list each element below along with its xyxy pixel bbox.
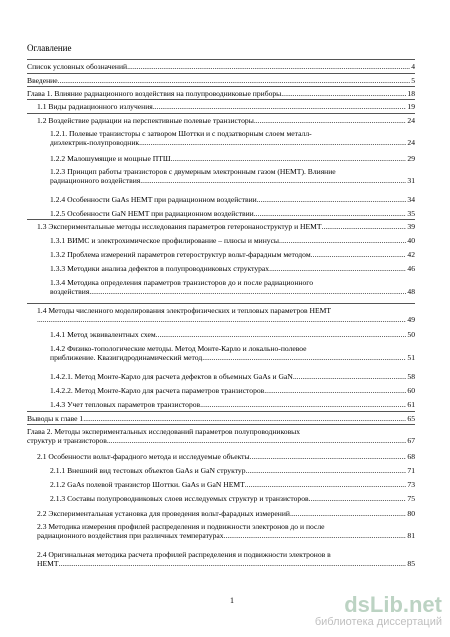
toc-entry-page: 42 [407,250,415,259]
toc-entry-text: 1.1 Виды радиационного излучения [37,102,153,111]
toc-entry[interactable] [50,209,415,218]
toc-entry-text: Введение [27,76,58,85]
toc-entry-page: 61 [407,400,415,409]
toc-entry-text: 1.4.2.1. Метод Монте-Карло для расчета дефектов в объемных GaAs и GaN [50,372,293,381]
toc-entry[interactable] [50,480,415,489]
leader-dots [59,559,407,568]
toc-entry-text: 2.2 Экспериментальная установка для проведения вольт-фарадных измерений [37,509,290,518]
leader-dots [290,509,406,518]
leader-dots [309,494,407,503]
toc-entry[interactable] [50,167,415,186]
toc-entry-text: приближение. Квазигидродинамический метод [50,353,203,363]
leader-dots [254,116,407,125]
toc-entry-text: радиационного воздействия [50,176,141,186]
leader-dots [322,222,407,231]
toc-entry-text: 2.1 Особенности вольт-фарадного метода и исследуемые объекты [37,452,250,461]
toc-entry[interactable] [50,278,415,297]
toc-entry-page: 81 [407,531,415,541]
watermark-logo: dsLib.net [344,592,442,617]
row-divider [27,59,415,60]
toc-entry-text: 1.4.3 Учет тепловых параметров транзисторов [50,400,201,409]
toc-entry-page: 18 [407,89,415,98]
toc-entry-page: 85 [407,559,415,569]
leader-dots [139,138,406,147]
toc-entry[interactable] [50,129,415,148]
toc-entry-text: 1.3.3 Методики анализа дефектов в полупроводниковых структурах [50,264,270,273]
toc-entry-page: 58 [407,372,415,381]
toc-entry[interactable] [37,522,415,541]
toc-entry-text: 1.3.2 Проблема измерений параметров гетероструктур вольт-фарадным методом [50,250,311,259]
toc-entry[interactable] [50,264,415,273]
watermark [315,594,442,629]
toc-entry-text: Список условных обозначений [27,62,128,71]
toc-entry-text: 2.1.2 GaAs полевой транзистор Шоттки. GaAs и GaN HEMT [50,480,245,489]
toc-entry[interactable] [50,330,415,339]
toc-entry[interactable] [50,466,415,475]
toc-entry[interactable] [37,102,415,111]
toc-entry-page: 73 [407,480,415,489]
toc-entry-text: Глава 2. Методы экспериментальных исследований параметров полупроводниковых [27,427,301,436]
leader-dots [127,62,410,71]
row-divider [27,219,415,220]
toc-entry-text: радиационного воздействия при различных температурах [37,531,224,541]
leader-dots [257,195,407,204]
toc-entry-text: 1.2.2 Малошумящие и мощные ПТШ [50,154,171,163]
leader-dots [153,102,407,111]
toc-entry-text: Выводы к главе 1 [27,414,84,423]
toc-entry-page: 5 [411,76,415,85]
toc-entry-page: 24 [407,116,415,125]
toc-entry-page: 46 [407,264,415,273]
toc-entry-page: 39 [407,222,415,231]
toc-entry[interactable] [37,509,415,518]
row-divider [27,73,415,74]
row-divider [27,411,415,412]
leader-dots [200,400,406,409]
toc-entry[interactable] [37,222,415,231]
toc-entry[interactable] [50,400,415,409]
toc-entry-text: Глава 1. Влияние радиационного воздействия на полупроводниковые приборы [27,89,282,98]
toc-entry[interactable] [50,154,415,163]
toc-entry[interactable] [50,236,415,245]
row-divider [27,99,415,100]
toc-entry[interactable] [27,89,415,98]
toc-entry-page: 67 [407,436,415,446]
toc-entry-text: 1.2.3 Принцип работы транзисторов с двумерным электронным газом (HEMT). Влияние [50,167,336,176]
toc-entry-page: 50 [407,330,415,339]
leader-dots [246,466,407,475]
row-divider [27,303,415,304]
toc-entry-page: 49 [407,315,415,325]
leader-dots [58,76,411,85]
toc-entry-page: 34 [407,195,415,204]
toc-entry[interactable] [50,494,415,503]
toc-entry[interactable] [27,62,415,71]
toc-entry-page: 24 [407,138,415,148]
leader-dots [202,353,406,362]
toc-entry[interactable] [37,452,415,461]
leader-dots [107,436,407,445]
toc-entry-text: 2.1.3 Составы полупроводниковых слоев исследуемых структур и транзисторов [50,494,309,503]
row-divider [27,113,415,114]
leader-dots [250,452,407,461]
toc-entry-text: 1.2 Воздействие радиации на перспективные полевые транзисторы [37,116,254,125]
leader-dots [37,315,406,324]
toc-entry[interactable] [27,427,415,446]
toc-entry-page: 71 [407,466,415,475]
toc-entry[interactable] [37,116,415,125]
toc-entry-text: 1.3 Экспериментальные методы исследования параметров гетеронаноструктур и HEMT [37,222,322,231]
leader-dots [89,287,406,296]
toc-entry-page: 29 [407,154,415,163]
toc-entry[interactable] [50,195,415,204]
toc-entry[interactable] [50,386,415,395]
toc-entry-page: 19 [407,102,415,111]
toc-entry[interactable] [37,306,415,325]
toc-entry[interactable] [27,414,415,423]
page-number: 1 [230,596,234,605]
row-divider [27,86,415,87]
toc-entry-text: 1.3.1 ВИМС и электрохимическое профилирование – плюсы и минусы [50,236,280,245]
toc-entry-page: 35 [407,209,415,218]
toc-entry-page: 68 [407,452,415,461]
toc-entry-text: диэлектрик-полупроводник [50,138,140,148]
toc-entry-page: 60 [407,386,415,395]
toc-entry-text: 1.4.1 Метод эквивалентных схем [50,330,156,339]
leader-dots [156,330,407,339]
toc-entry-page: 40 [407,236,415,245]
leader-dots [254,209,407,218]
leader-dots [311,250,407,259]
toc-title: Оглавление [27,43,72,53]
toc-entry-page: 80 [407,509,415,518]
leader-dots [293,372,407,381]
row-divider [27,424,415,425]
toc-entry-text: HEMT [37,559,59,569]
toc-entry-page: 75 [407,494,415,503]
leader-dots [269,264,406,273]
toc-entry[interactable] [50,250,415,259]
toc-entry-text: 1.2.4 Особенности GaAs HEMT при радиационном воздействии [50,195,257,204]
leader-dots [224,531,407,540]
leader-dots [245,480,407,489]
toc-entry-text: 1.2.1. Полевые транзисторы с затвором Шоттки и с подзатворным слоем металл- [50,129,312,138]
toc-entry-text: 1.4.2 Физико-топологические методы. Метод Монте-Карло и локально-полевое [50,344,307,353]
toc-entry[interactable] [27,76,415,85]
toc-entry-text: 2.4 Оригинальная методика расчета профилей распределения и подвижности электронов в [37,550,331,559]
toc-entry[interactable] [37,550,415,569]
toc-entry-page: 48 [407,287,415,297]
leader-dots [281,89,406,98]
toc-entry-text: воздействия [50,287,90,297]
watermark-subtitle: библиотека диссертаций [314,616,442,628]
toc-entry-text: 1.4 Методы численного моделирования электрофизических и тепловых параметров HEMT [37,306,332,315]
toc-entry-text: 1.3.4 Методика определения параметров транзисторов до и после радиационного [50,278,313,287]
toc-entry-text: 2.1.1 Внешний вид тестовых объектов GaAs и GaN структур [50,466,246,475]
toc-entry-page: 31 [407,176,415,186]
toc-entry-page: 65 [407,414,415,423]
toc-entry[interactable] [50,372,415,381]
leader-dots [171,154,407,163]
toc-entry-text: структур и транзисторов [27,436,107,446]
toc-entry[interactable] [50,344,415,363]
toc-entry-text: 2.3 Методика измерения профилей распределения и подвижности электронов до и после [37,522,325,531]
toc-entry-text: 1.4.2.2. Метод Монте-Карло для расчета параметров транзисторов [50,386,265,395]
toc-entry-page: 51 [407,353,415,363]
leader-dots [264,386,406,395]
leader-dots [140,176,406,185]
leader-dots [279,236,406,245]
leader-dots [83,414,406,423]
toc-entry-page: 4 [411,62,415,71]
toc-entry-text: 1.2.5 Особенности GaN HEMT при радиационном воздействии [50,209,254,218]
